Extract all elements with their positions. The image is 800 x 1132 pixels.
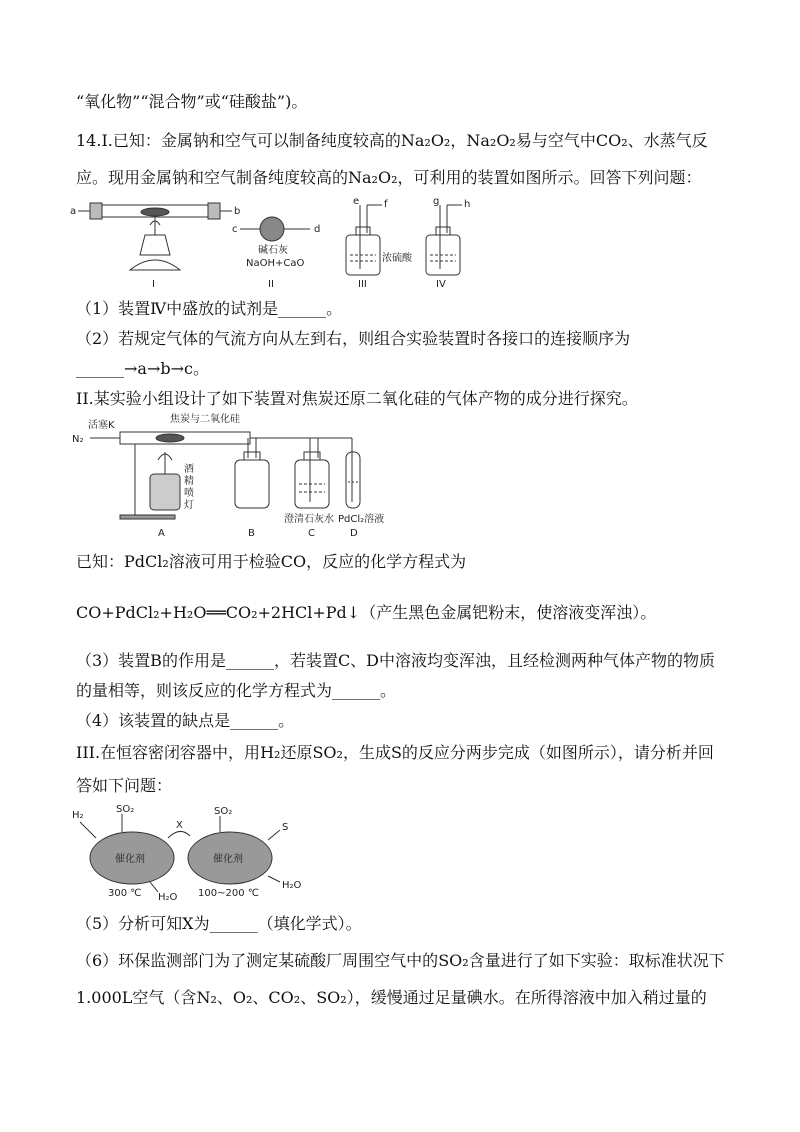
svg-text:精: 精 bbox=[184, 476, 194, 487]
limewater-label: 澄清石灰水 bbox=[284, 514, 334, 525]
temp-2-label: 100~200 ℃ bbox=[198, 888, 259, 899]
roman-III: III bbox=[358, 279, 367, 290]
roman-I: I bbox=[152, 279, 155, 290]
temp-1-label: 300 ℃ bbox=[108, 888, 142, 899]
question-4: （4）该装置的缺点是______。 bbox=[76, 711, 295, 730]
h2o-label-1: H₂O bbox=[158, 892, 178, 900]
n2-inlet-label: N₂ bbox=[72, 434, 84, 445]
h2o-label-2: H₂O bbox=[282, 880, 302, 891]
reaction-equation: CO+PdCl₂+H₂O══CO₂+2HCl+Pd↓ bbox=[76, 603, 361, 622]
label-e: e bbox=[353, 196, 360, 207]
apparatus-I bbox=[78, 203, 232, 270]
svg-text:灯: 灯 bbox=[184, 500, 194, 511]
q14-intro-line1: 14.I.已知：金属钠和空气可以制备纯度较高的Na₂O₂，Na₂O₂易与空气中CO₂、水蒸气反 bbox=[76, 131, 708, 150]
pdcl2-label: PdCl₂溶液 bbox=[338, 514, 385, 525]
apparatus-A bbox=[90, 432, 250, 519]
svg-text:酒: 酒 bbox=[184, 464, 194, 475]
question-3-line1: （3）装置B的作用是______，若装置C、D中溶液均变浑浊，且经检测两种气体产物的物质 bbox=[76, 651, 716, 670]
apparatus-figure-2 bbox=[70, 412, 430, 542]
apparatus-IV bbox=[426, 205, 462, 275]
lime-label: 碱石灰 bbox=[258, 245, 288, 256]
roman-IV: IV bbox=[436, 279, 446, 290]
svg-text:喷: 喷 bbox=[184, 488, 194, 499]
label-g: g bbox=[433, 196, 440, 207]
apparatus-C bbox=[256, 438, 352, 508]
part-III-line2: 答如下问题： bbox=[76, 776, 173, 795]
question-3-line2: 的量相等，则该反应的化学方程式为______。 bbox=[76, 681, 397, 700]
q14-intro-line2: 应。现用金属钠和空气制备纯度较高的Na₂O₂，可利用的装置如图所示。回答下列问题： bbox=[76, 168, 702, 187]
label-c: c bbox=[232, 224, 238, 235]
letter-A: A bbox=[158, 528, 165, 539]
line-oxide-options: “氧化物”“混合物”或“硅酸盐”)。 bbox=[76, 92, 308, 111]
na2o2-formula: Na₂O₂ bbox=[400, 131, 451, 150]
reaction-equation-line: CO+PdCl₂+H₂O══CO₂+2HCl+Pd↓（产生黑色金属钯粉末，使溶液变浑浊）。 bbox=[76, 603, 657, 622]
x-label: X bbox=[176, 820, 183, 831]
letter-C: C bbox=[308, 528, 315, 539]
apparatus-III bbox=[346, 205, 382, 275]
part-III-line1: III.在恒容密闭容器中，用H₂还原SO₂，生成S的反应分两步完成（如图所示），请分析并回 bbox=[76, 743, 714, 762]
h2-label: H₂ bbox=[72, 810, 84, 821]
s-label: S bbox=[282, 822, 289, 833]
known-pdcl2-line: 已知：PdCl₂溶液可用于检验CO，反应的化学方程式为 bbox=[76, 552, 467, 571]
label-f: f bbox=[384, 199, 388, 210]
question-6-line1: （6）环保监测部门为了测定某硫酸厂周围空气中的SO₂含量进行了如下实验：取标准状况下 bbox=[76, 951, 725, 970]
question-5: （5）分析可知X为______（填化学式）。 bbox=[76, 914, 362, 933]
so2-label-2: SO₂ bbox=[214, 806, 233, 817]
catalyst-figure bbox=[70, 800, 340, 900]
apparatus-D bbox=[346, 438, 360, 508]
label-h: h bbox=[464, 199, 471, 210]
part-II-intro: II.某实验小组设计了如下装置对焦炭还原二氧化硅的气体产物的成分进行探究。 bbox=[76, 389, 638, 408]
apparatus-B bbox=[235, 438, 320, 508]
label-d: d bbox=[314, 224, 321, 235]
lime-formula: NaOH+CaO bbox=[246, 258, 305, 269]
letter-B: B bbox=[248, 528, 255, 539]
so2-label-1: SO₂ bbox=[116, 804, 135, 815]
question-1: （1）装置Ⅳ中盛放的试剂是______。 bbox=[76, 299, 343, 318]
acid-label: 浓硫酸 bbox=[382, 253, 412, 264]
label-b: b bbox=[234, 206, 241, 217]
roman-II: II bbox=[268, 279, 274, 290]
question-6-line2: 1.000L空气（含N₂、O₂、CO₂、SO₂），缓慢通过足量碘水。在所得溶液中加入稍过量的 bbox=[76, 988, 707, 1007]
apparatus-II bbox=[240, 217, 310, 241]
apparatus-figure-1 bbox=[70, 195, 490, 295]
question-2-line2: ______→a→b→c。 bbox=[76, 359, 209, 378]
valve-label: 活塞K bbox=[88, 420, 115, 431]
catalyst-1-label: 催化剂 bbox=[115, 854, 145, 865]
letter-D: D bbox=[350, 528, 358, 539]
catalyst-2-label: 催化剂 bbox=[213, 854, 243, 865]
lamp-label bbox=[184, 463, 194, 511]
label-a: a bbox=[70, 206, 77, 217]
reactants-label: 焦炭与二氧化硅 bbox=[170, 414, 240, 425]
question-2-line1: （2）若规定气体的气流方向从左到右，则组合实验装置时各接口的连接顺序为 bbox=[76, 329, 631, 348]
